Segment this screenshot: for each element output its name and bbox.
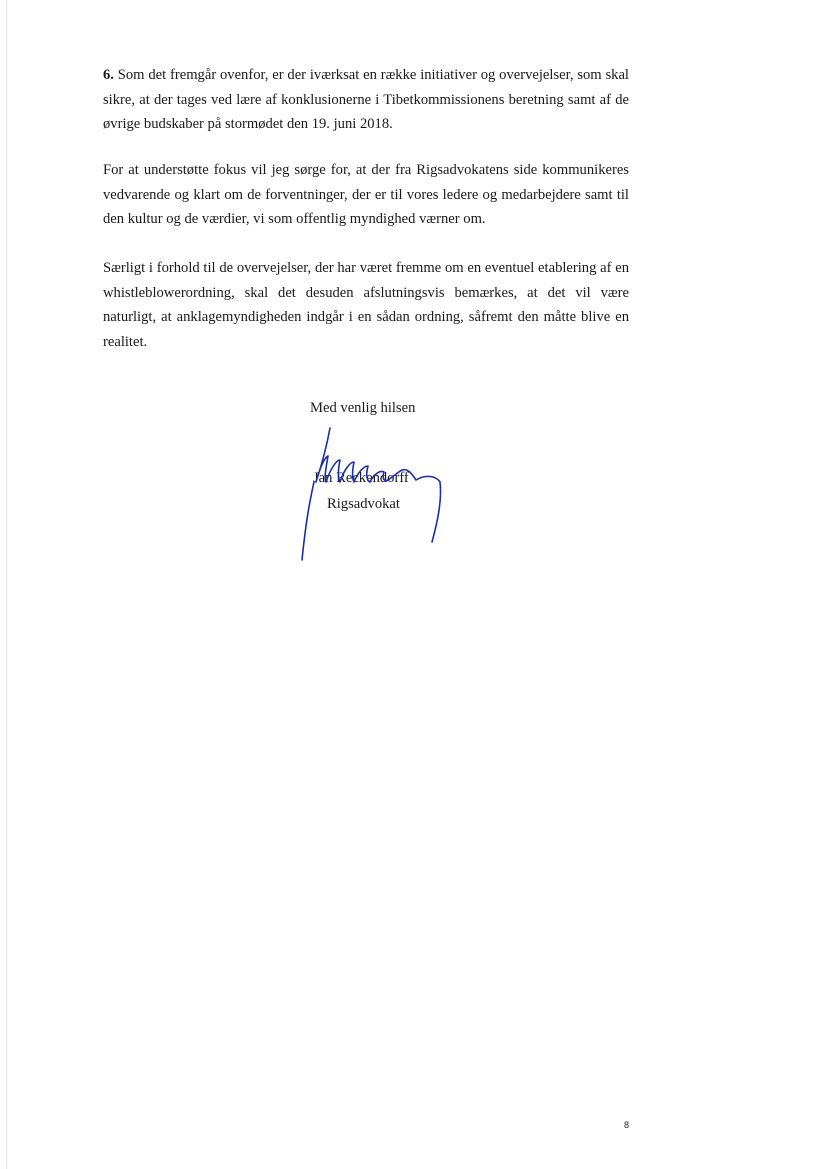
- paragraph-text: For at understøtte fokus vil jeg sørge for, at der fra Rigsadvokatens side kommunikeres vedvarende og klart om de forventninger, der er til vores ledere og medarbejdere samt til den kultur og de værdier, vi som offentlig myndighed værner om.: [103, 162, 629, 227]
- closing-greeting: Med venlig hilsen: [310, 400, 416, 416]
- paragraph-text: Særligt i forhold til de overvejelser, der har været fremme om en eventuel etablering af en whistleblowerordning, skal det desuden afslutningsvis bemærkes, at det vil være naturligt, at anklagemyndigheden indgår i en sådan ordning, såfremt den måtte blive en realitet.: [103, 260, 629, 350]
- paragraph-whistleblower: [103, 256, 629, 354]
- paragraph-focus: [103, 158, 629, 232]
- paragraph-text: Som det fremgår ovenfor, er der iværksat en række initiativer og overvejelser, som skal sikre, at der tages ved lære af konklusionerne i Tibetkommissionens beretning samt af de øvrige budskaber på stormødet den 19. juni 2018.: [103, 67, 629, 132]
- signatory-name: Jan Reckendorff: [313, 470, 409, 486]
- paragraph-number: 6.: [103, 67, 114, 83]
- page-number: 8: [624, 1120, 630, 1130]
- handwritten-signature: [290, 420, 450, 570]
- paragraph-6: [103, 63, 629, 137]
- signatory-title: Rigsadvokat: [327, 496, 400, 512]
- page-edge: [6, 0, 7, 1169]
